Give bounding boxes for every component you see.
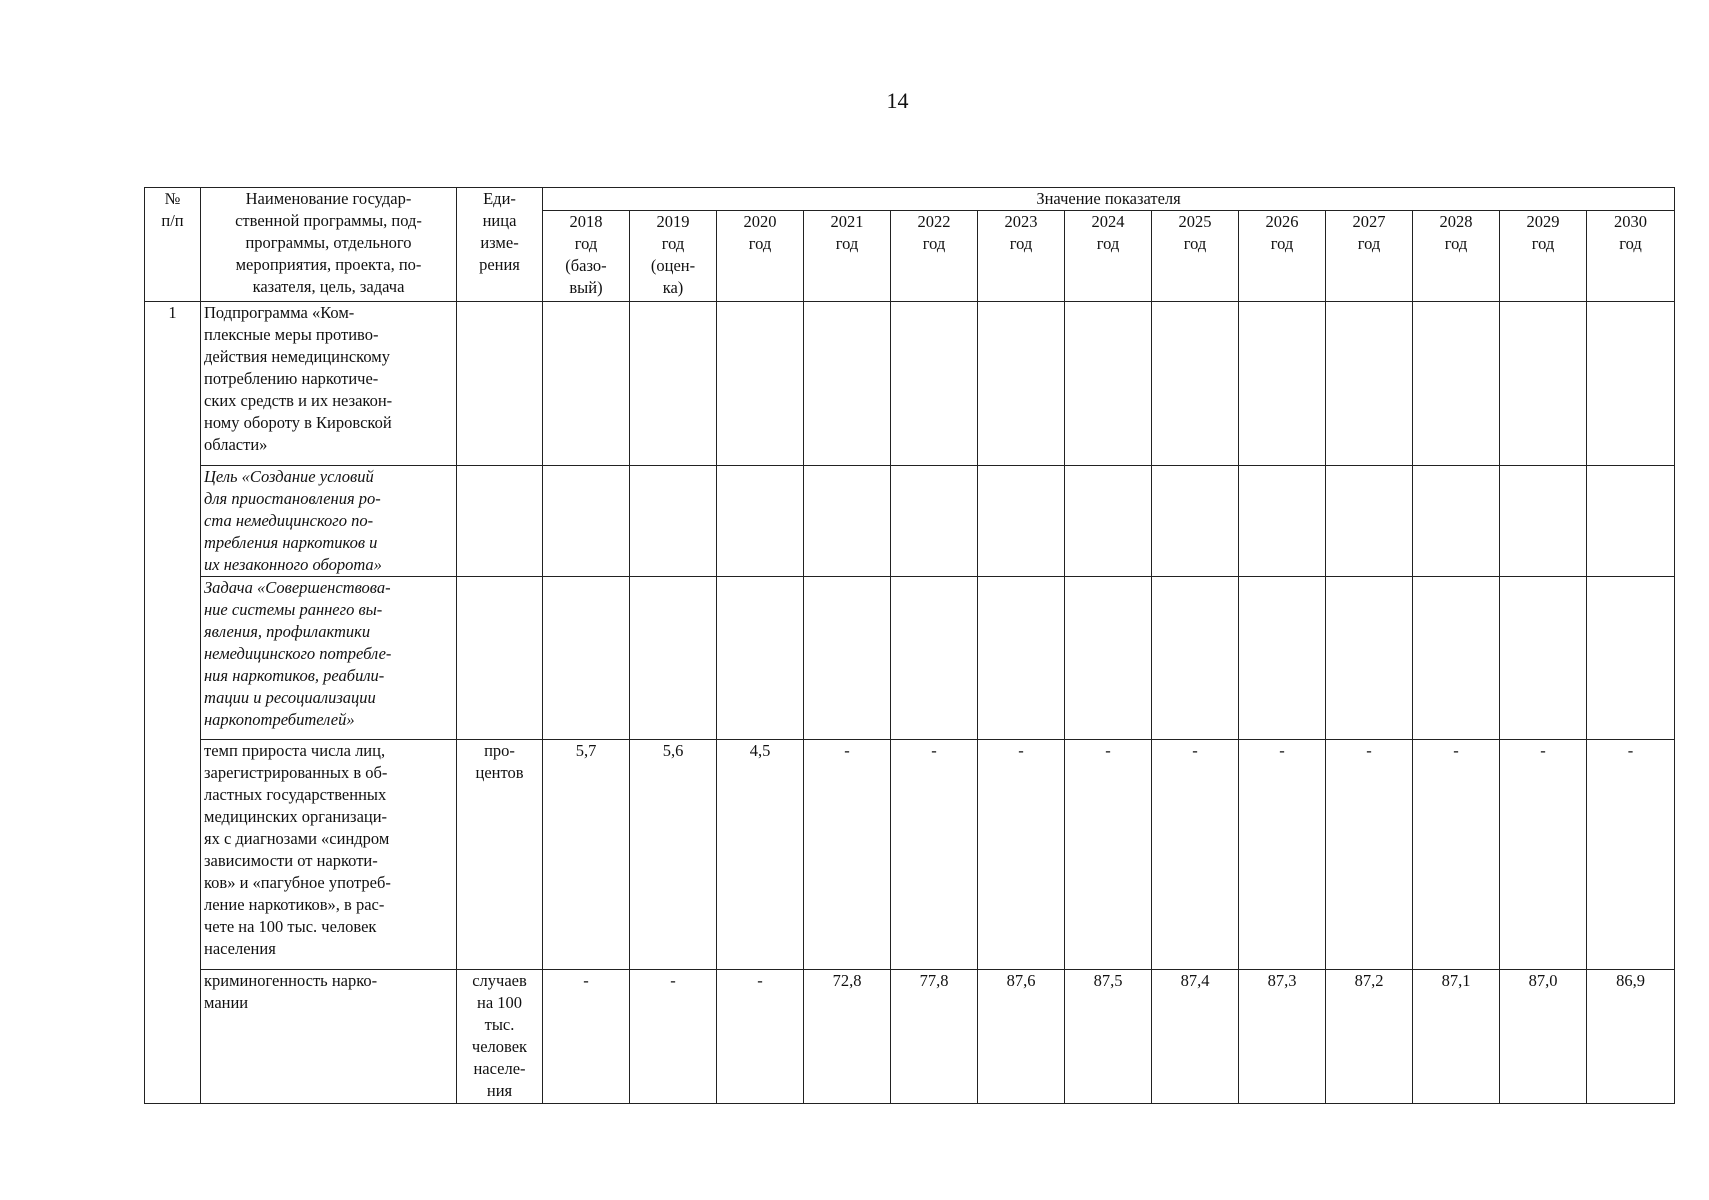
value-cell: 72,8 bbox=[804, 970, 891, 1104]
value-cell bbox=[978, 466, 1065, 577]
value-cell: 86,9 bbox=[1587, 970, 1675, 1104]
value-cell bbox=[804, 466, 891, 577]
value-cell bbox=[717, 466, 804, 577]
header-year: 2023 год bbox=[978, 211, 1065, 302]
value-cell bbox=[804, 302, 891, 466]
header-unit: Еди- ница изме- рения bbox=[457, 188, 543, 302]
value-cell: - bbox=[1152, 740, 1239, 970]
header-year: 2020 год bbox=[717, 211, 804, 302]
header-year: 2028 год bbox=[1413, 211, 1500, 302]
row-unit: про- центов bbox=[457, 740, 543, 970]
value-cell bbox=[1239, 577, 1326, 740]
value-cell: 87,2 bbox=[1326, 970, 1413, 1104]
value-cell bbox=[1587, 577, 1675, 740]
value-cell: - bbox=[717, 970, 804, 1104]
value-cell: - bbox=[804, 740, 891, 970]
header-year: 2026 год bbox=[1239, 211, 1326, 302]
value-cell: 87,0 bbox=[1500, 970, 1587, 1104]
value-cell bbox=[717, 302, 804, 466]
value-cell: 5,6 bbox=[630, 740, 717, 970]
value-cell bbox=[1152, 577, 1239, 740]
value-cell bbox=[630, 302, 717, 466]
value-cell bbox=[1152, 466, 1239, 577]
indicators-table bbox=[144, 187, 1675, 1104]
value-cell: - bbox=[1239, 740, 1326, 970]
value-cell bbox=[1413, 466, 1500, 577]
value-cell bbox=[1587, 302, 1675, 466]
value-cell: 87,5 bbox=[1065, 970, 1152, 1104]
header-year: 2022 год bbox=[891, 211, 978, 302]
value-cell: 87,6 bbox=[978, 970, 1065, 1104]
header-year: 2018 год (базо- вый) bbox=[543, 211, 630, 302]
value-cell bbox=[804, 577, 891, 740]
page-number: 14 bbox=[886, 88, 909, 113]
row-number: 1 bbox=[145, 302, 201, 1104]
value-cell bbox=[1065, 466, 1152, 577]
row-name: Подпрограмма «Ком- плексные меры противо- действия немедицинскому потреблению наркотиче- ских средств и их незакон- ному обороту в Кировской области» bbox=[201, 302, 457, 466]
value-cell: - bbox=[630, 970, 717, 1104]
value-cell: 5,7 bbox=[543, 740, 630, 970]
value-cell bbox=[543, 302, 630, 466]
value-cell: - bbox=[543, 970, 630, 1104]
table-row-indicator-growth bbox=[145, 740, 1675, 970]
value-cell bbox=[1587, 466, 1675, 577]
header-year: 2030 год bbox=[1587, 211, 1675, 302]
header-year: 2021 год bbox=[804, 211, 891, 302]
value-cell bbox=[1239, 466, 1326, 577]
header-year: 2027 год bbox=[1326, 211, 1413, 302]
value-cell: - bbox=[891, 740, 978, 970]
row-unit: случаев на 100 тыс. человек населе- ния bbox=[457, 970, 543, 1104]
row-name: Цель «Создание условий для приостановления ро- ста немедицинского по- требления наркотиков и их незаконного оборота» bbox=[201, 466, 457, 577]
row-name: темп прироста числа лиц, зарегистрированных в об- ластных государственных медицинских организаци- ях с диагнозами «синдром зависимости от наркоти- ков» и «пагубное употреб- ление наркотиков», в рас- чете на 100 тыс. человек населения bbox=[201, 740, 457, 970]
value-cell bbox=[978, 302, 1065, 466]
value-cell: 4,5 bbox=[717, 740, 804, 970]
value-cell bbox=[891, 577, 978, 740]
header-row-top bbox=[145, 188, 1675, 211]
value-cell bbox=[1152, 302, 1239, 466]
row-name: Задача «Совершенствова- ние системы раннего вы- явления, профилактики немедицинского потребле- ния наркотиков, реабили- тации и ресоциализации наркопотребителей» bbox=[201, 577, 457, 740]
header-year: 2019 год (оцен- ка) bbox=[630, 211, 717, 302]
value-cell: 87,1 bbox=[1413, 970, 1500, 1104]
value-cell bbox=[1500, 302, 1587, 466]
value-cell: - bbox=[1587, 740, 1675, 970]
value-cell bbox=[717, 577, 804, 740]
value-cell: 77,8 bbox=[891, 970, 978, 1104]
row-name: криминогенность нарко- мании bbox=[201, 970, 457, 1104]
value-cell bbox=[1326, 577, 1413, 740]
value-cell bbox=[630, 466, 717, 577]
value-cell: 87,4 bbox=[1152, 970, 1239, 1104]
row-unit bbox=[457, 466, 543, 577]
header-name: Наименование государ- ственной программы, под- программы, отдельного мероприятия, проекта, по- казателя, цель, задача bbox=[201, 188, 457, 302]
value-cell bbox=[1500, 466, 1587, 577]
table-row-indicator-crime bbox=[145, 970, 1675, 1104]
table-row-subprogram bbox=[145, 302, 1675, 466]
value-cell bbox=[1413, 302, 1500, 466]
header-year: 2025 год bbox=[1152, 211, 1239, 302]
value-cell bbox=[891, 466, 978, 577]
value-cell bbox=[1500, 577, 1587, 740]
value-cell: - bbox=[978, 740, 1065, 970]
header-number: № п/п bbox=[145, 188, 201, 302]
value-cell bbox=[1065, 302, 1152, 466]
value-cell bbox=[1326, 466, 1413, 577]
header-year: 2029 год bbox=[1500, 211, 1587, 302]
value-cell: - bbox=[1326, 740, 1413, 970]
row-unit bbox=[457, 577, 543, 740]
value-cell bbox=[1065, 577, 1152, 740]
value-cell: 87,3 bbox=[1239, 970, 1326, 1104]
row-unit bbox=[457, 302, 543, 466]
value-cell bbox=[543, 466, 630, 577]
value-cell: - bbox=[1065, 740, 1152, 970]
table-row-goal bbox=[145, 466, 1675, 577]
value-cell bbox=[1326, 302, 1413, 466]
value-cell: - bbox=[1413, 740, 1500, 970]
header-value-group: Значение показателя bbox=[543, 188, 1675, 211]
value-cell bbox=[891, 302, 978, 466]
value-cell bbox=[543, 577, 630, 740]
value-cell bbox=[1239, 302, 1326, 466]
table-row-task bbox=[145, 577, 1675, 740]
value-cell: - bbox=[1500, 740, 1587, 970]
header-year: 2024 год bbox=[1065, 211, 1152, 302]
value-cell bbox=[630, 577, 717, 740]
value-cell bbox=[978, 577, 1065, 740]
value-cell bbox=[1413, 577, 1500, 740]
